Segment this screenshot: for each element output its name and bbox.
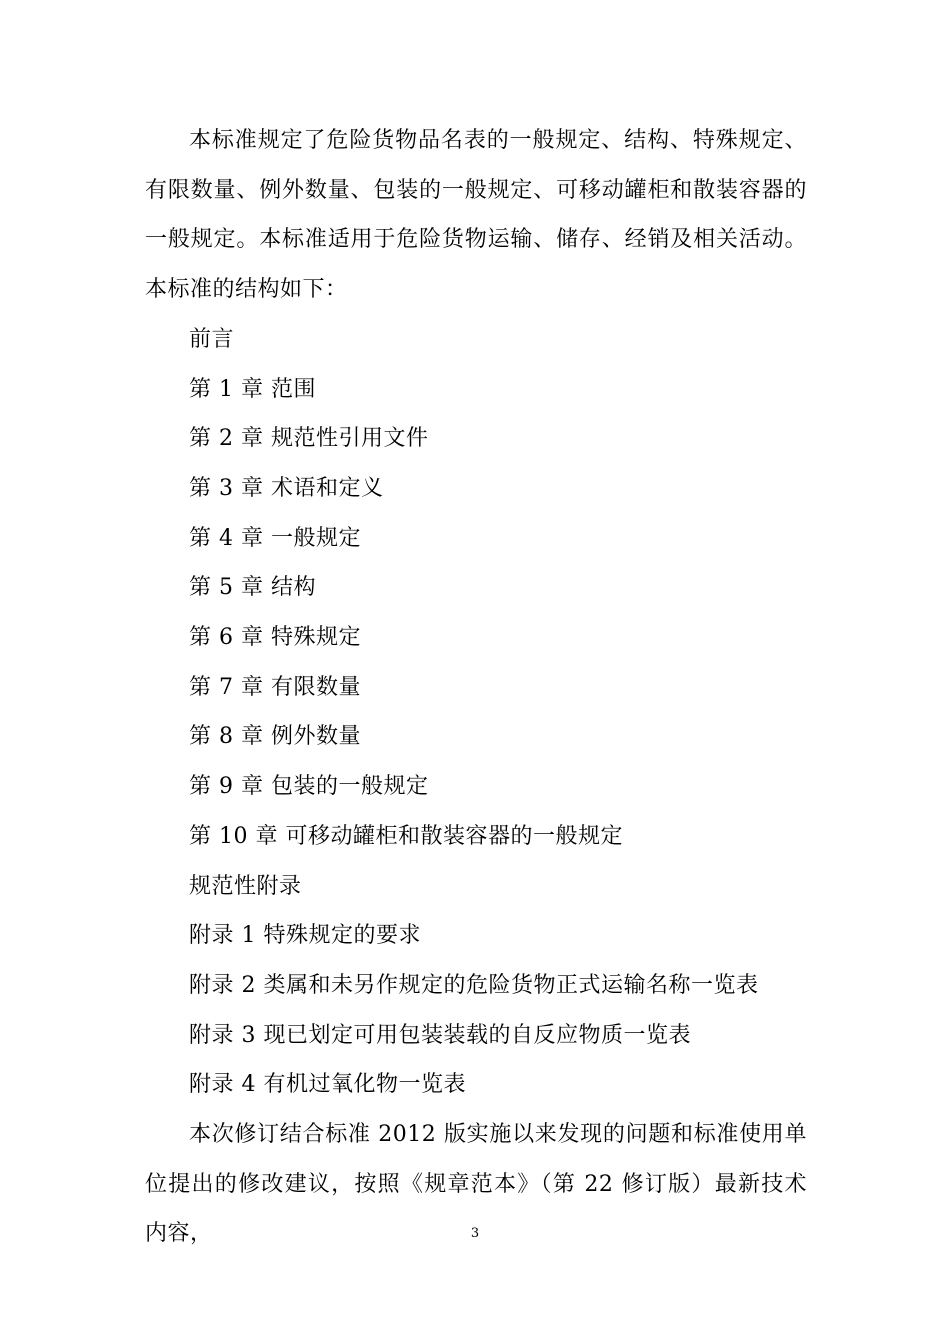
structure-item-annex-2: 附录 2 类属和未另作规定的危险货物正式运输名称一览表 [189, 972, 759, 998]
page-number: 3 [470, 1226, 480, 1241]
structure-item-chapter-6: 第 6 章 特殊规定 [189, 625, 361, 651]
structure-item-annex-1: 附录 1 特殊规定的要求 [189, 923, 421, 949]
structure-item-chapter-7: 第 7 章 有限数量 [189, 674, 361, 700]
structure-item-chapter-8: 第 8 章 例外数量 [189, 724, 361, 750]
structure-item-chapter-10: 第 10 章 可移动罐柜和散装容器的一般规定 [189, 823, 623, 849]
structure-item-chapter-5: 第 5 章 结构 [189, 575, 316, 601]
structure-item-chapter-4: 第 4 章 一般规定 [189, 525, 361, 551]
structure-item-chapter-9: 第 9 章 包装的一般规定 [189, 774, 429, 800]
structure-item-annex-3: 附录 3 现已划定可用包装装载的自反应物质一览表 [189, 1022, 691, 1048]
structure-item-chapter-1: 第 1 章 范围 [189, 376, 316, 402]
revision-paragraph: 本次修订结合标准 2012 版实施以来发现的问题和标准使用单位提出的修改建议，按照《规章范本》（第 22 修订版）最新技术内容， [145, 1122, 807, 1247]
structure-item-normative-annexes: 规范性附录 [189, 873, 302, 899]
document-body [145, 116, 807, 1259]
structure-item-chapter-3: 第 3 章 术语和定义 [189, 475, 384, 501]
intro-paragraph: 本标准规定了危险货物品名表的一般规定、结构、特殊规定、有限数量、例外数量、包装的一般规定、可移动罐柜和散装容器的一般规定。本标准适用于危险货物运输、储存、经销及相关活动。本标准的结构如下： [145, 128, 807, 303]
structure-item-chapter-2: 第 2 章 规范性引用文件 [189, 426, 429, 452]
structure-list [145, 315, 807, 1110]
structure-item-annex-4: 附录 4 有机过氧化物一览表 [189, 1072, 466, 1098]
structure-item-preface: 前言 [189, 326, 235, 352]
